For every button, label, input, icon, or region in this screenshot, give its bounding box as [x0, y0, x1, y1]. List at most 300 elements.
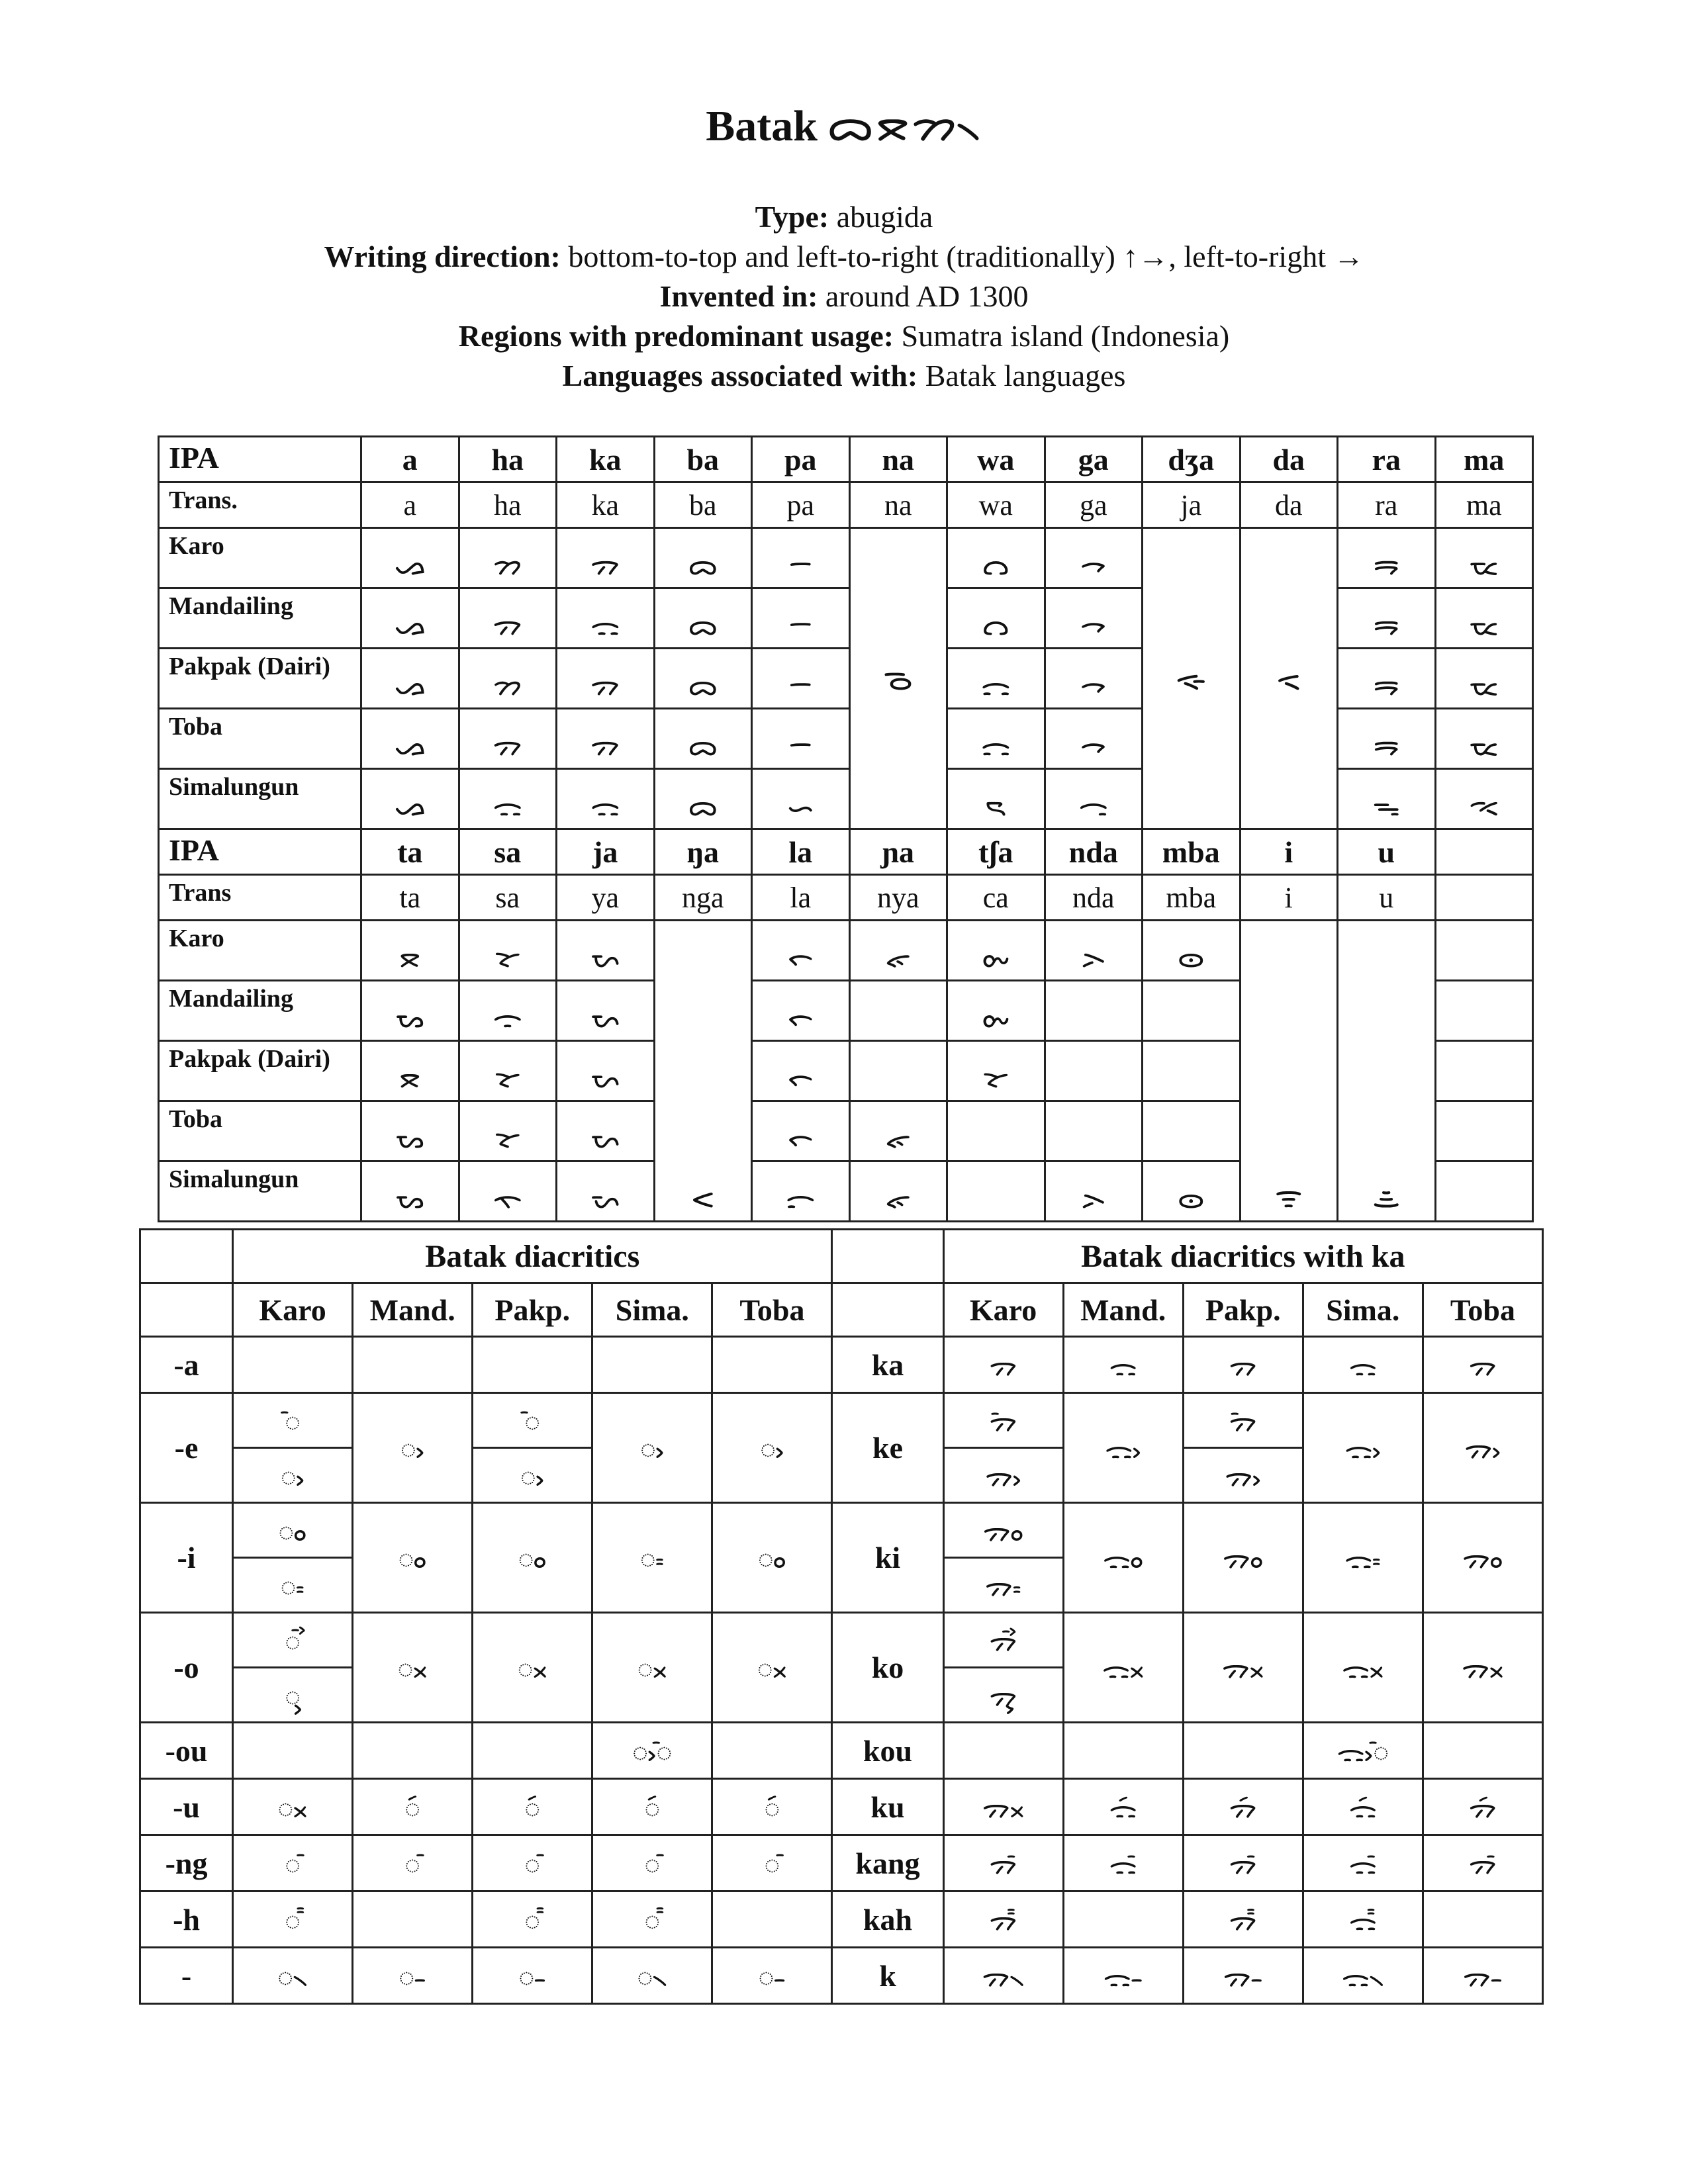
transliteration-cell: ca: [947, 875, 1045, 921]
column-header-row: [140, 1283, 1543, 1337]
diacritic-row: [140, 1613, 1543, 1668]
glyph-cell: ᯘ: [459, 921, 557, 981]
type-line: Type: abugida: [755, 200, 933, 234]
glyph-cell: ᯒ: [1338, 588, 1436, 649]
column-header: Karo: [943, 1283, 1063, 1337]
syllable-label: ku: [832, 1779, 943, 1835]
diacritic-glyph: ◌᯳: [712, 1948, 832, 2004]
variant-name: Simalungun: [159, 1161, 361, 1222]
column-header: Pakp.: [473, 1283, 592, 1337]
diacritic-glyph: [712, 1723, 832, 1779]
glyph-cell: ᯜ: [557, 1161, 655, 1222]
glyph-cell: [947, 1101, 1045, 1161]
glyph-cell: [1045, 981, 1143, 1041]
syllable-label: ko: [832, 1613, 943, 1723]
diacritics-table: [139, 1228, 1544, 2005]
glyph-cell: [947, 1161, 1045, 1222]
ka-glyph: ᯃ: [1063, 1337, 1183, 1393]
transliteration-row: [159, 875, 1533, 921]
diacritic-glyph: [353, 1337, 473, 1393]
diacritic-glyph: ◌ᯫ: [592, 1503, 712, 1613]
glyph-cell: ᯀ: [361, 528, 459, 588]
diacritic-glyph: ◌ᯧ: [473, 1448, 592, 1503]
variant-name: Simalungun: [159, 769, 361, 829]
diacritic-glyph: ◌ᯫ: [233, 1558, 353, 1613]
glyph-cell: [1143, 1101, 1241, 1161]
column-header: Mand.: [353, 1283, 473, 1337]
diacritics-ka-title: Batak diacritics with ka: [943, 1230, 1542, 1283]
glyph-cell: ᯅ: [654, 709, 752, 769]
glyph-cell: ᯃ: [557, 588, 655, 649]
ka-glyph: ᯄ᯲: [943, 1948, 1063, 2004]
diacritic-glyph: ◌ᯪ: [353, 1503, 473, 1613]
ka-glyph: ᯃᯧᯩ: [1303, 1723, 1423, 1779]
diacritic-glyph: [712, 1337, 832, 1393]
variant-name: Toba: [159, 1101, 361, 1161]
glyph-cell: ᯂ: [459, 528, 557, 588]
diacritic-row: [140, 1723, 1543, 1779]
transliteration-cell: nya: [849, 875, 947, 921]
glyph-cell: ᯘ: [947, 1041, 1045, 1101]
diacritic-row: [140, 1393, 1543, 1448]
variant-name: Pakpak (Dairi): [159, 1041, 361, 1101]
transliteration-cell: na: [849, 482, 947, 528]
column-header: Mand.: [1063, 1283, 1183, 1337]
ka-glyph: ᯄ᯳: [1183, 1948, 1303, 2004]
glyph-cell: ᯋ: [947, 528, 1045, 588]
transliteration-cell: wa: [947, 482, 1045, 528]
blank-cell: [832, 1230, 943, 1283]
ka-glyph: [943, 1723, 1063, 1779]
syllable-label: ki: [832, 1503, 943, 1613]
glyph-cell: ᯗ: [361, 981, 459, 1041]
ipa-cell: ɲa: [849, 829, 947, 875]
glyph-cell: ᯛ: [557, 981, 655, 1041]
diacritic-glyph: ◌᯲: [233, 1948, 353, 2004]
glyph-cell: ᯡ: [947, 981, 1045, 1041]
transliteration-row: [159, 482, 1533, 528]
glyph-cell: ᯅ: [654, 588, 752, 649]
glyph-cell: ᯔ: [1435, 709, 1533, 769]
column-header: Toba: [1423, 1283, 1542, 1337]
ka-glyph: ᯄᯬ: [943, 1779, 1063, 1835]
transliteration-cell: u: [1338, 875, 1436, 921]
ipa-cell: [1435, 829, 1533, 875]
ka-glyph: ᯄ: [1183, 1337, 1303, 1393]
glyph-cell: ᯠ: [849, 1101, 947, 1161]
transliteration-cell: ja: [1143, 482, 1241, 528]
glyph-cell: ᯄ: [459, 709, 557, 769]
glyph-cell: ᯔ: [1435, 528, 1533, 588]
syllable-label: ke: [832, 1393, 943, 1503]
glyph-cell: ᯟ: [752, 1161, 850, 1222]
ka-glyph: ᯃᯧ: [1063, 1393, 1183, 1503]
diacritic-glyph: ◌ᯧᯩ: [592, 1723, 712, 1779]
ka-glyph: ᯃᯯ: [1063, 1779, 1183, 1835]
glyph-cell: ᯘ: [459, 1101, 557, 1161]
diacritic-glyph: ◌ᯧ: [233, 1448, 353, 1503]
variant-row: [159, 921, 1533, 981]
transliteration-cell: nda: [1045, 875, 1143, 921]
vowel-label: -e: [140, 1393, 233, 1503]
glyph-cell: ᯀ: [361, 649, 459, 709]
direction-line: Writing direction: bottom-to-top and left-to-right (traditionally) ↑→, left-to-right →: [324, 240, 1364, 273]
diacritic-glyph: ◌ᯬ: [473, 1613, 592, 1723]
ipa-cell: nda: [1045, 829, 1143, 875]
ipa-cell: mba: [1143, 829, 1241, 875]
diacritic-glyph: [353, 1723, 473, 1779]
variant-name: Karo: [159, 528, 361, 588]
ka-glyph: ᯄ: [943, 1337, 1063, 1393]
diacritic-glyph: ◌᯳: [473, 1948, 592, 2004]
vowel-label: -ou: [140, 1723, 233, 1779]
glyph-cell: ᯘ: [459, 1041, 557, 1101]
diacritic-row: [140, 1891, 1543, 1948]
variant-name: Karo: [159, 921, 361, 981]
glyph-cell: ᯙ: [459, 981, 557, 1041]
ipa-cell: wa: [947, 437, 1045, 482]
ka-glyph: ᯄᯯ: [1423, 1779, 1542, 1835]
glyph-cell: ᯎ: [1045, 588, 1143, 649]
ka-glyph: [1063, 1891, 1183, 1948]
diacritic-glyph: ◌ᯰ: [353, 1835, 473, 1891]
glyph-cell: ᯀ: [361, 588, 459, 649]
diacritic-glyph: ◌ᯰ: [592, 1835, 712, 1891]
syllable-label: kah: [832, 1891, 943, 1948]
ipa-cell: ta: [361, 829, 459, 875]
ipa-cell: pa: [752, 437, 850, 482]
glyph-cell: ᯅ: [654, 528, 752, 588]
ka-glyph: ᯄᯬ: [1183, 1613, 1303, 1723]
glyph-cell: ᯇ: [752, 709, 850, 769]
diacritic-glyph: ◌ᯧ: [712, 1393, 832, 1503]
glyph-cell: ᯒ: [1338, 649, 1436, 709]
ipa-cell: ja: [557, 829, 655, 875]
glyph-cell: ᯤ: [1240, 921, 1338, 1222]
glyph-cell: ᯉ: [849, 528, 947, 829]
ka-glyph: ᯄᯪ: [1183, 1503, 1303, 1613]
variant-name: Pakpak (Dairi): [159, 649, 361, 709]
diacritic-glyph: ◌ᯩ: [233, 1393, 353, 1448]
glyph-cell: [1435, 981, 1533, 1041]
variant-name: Toba: [159, 709, 361, 769]
transliteration-cell: [1435, 875, 1533, 921]
glyph-cell: ᯀ: [361, 709, 459, 769]
diacritic-glyph: [712, 1891, 832, 1948]
ka-glyph: [1423, 1891, 1542, 1948]
glyph-cell: ᯏ: [1045, 769, 1143, 829]
glyph-cell: ᯔ: [1435, 588, 1533, 649]
ka-glyph: ᯄᯰ: [1423, 1835, 1542, 1891]
ipa-row: [159, 829, 1533, 875]
diacritic-glyph: ◌ᯯ: [592, 1779, 712, 1835]
syllable-label: k: [832, 1948, 943, 2004]
ka-glyph: ᯄᯧ: [1183, 1448, 1303, 1503]
diacritic-glyph: ◌ᯯ: [473, 1779, 592, 1835]
diacritic-glyph: ◌ᯪ: [233, 1503, 353, 1558]
row-label: IPA: [159, 437, 361, 482]
glyph-cell: ᯅ: [654, 769, 752, 829]
glyph-cell: ᯇ: [752, 649, 850, 709]
diacritic-glyph: ◌ᯱ: [592, 1891, 712, 1948]
languages-line: Languages associated with: Batak languages: [562, 359, 1126, 392]
diacritic-glyph: ◌ᯯ: [712, 1779, 832, 1835]
diacritic-glyph: ◌ᯰ: [473, 1835, 592, 1891]
ka-glyph: ᯃᯬ: [1063, 1613, 1183, 1723]
glyph-cell: ᯐ: [1143, 528, 1241, 829]
transliteration-cell: nga: [654, 875, 752, 921]
ipa-row: [159, 437, 1533, 482]
ka-glyph: ᯄᯪ: [943, 1503, 1063, 1558]
glyph-cell: ᯌ: [947, 709, 1045, 769]
ka-glyph: ᯃ᯳: [1063, 1948, 1183, 2004]
diacritic-glyph: ◌᯳: [353, 1948, 473, 2004]
ipa-cell: ba: [654, 437, 752, 482]
blank-cell: [140, 1283, 233, 1337]
glyph-cell: ᯄ: [557, 528, 655, 588]
transliteration-cell: la: [752, 875, 850, 921]
blank-cell: [140, 1230, 233, 1283]
vowel-label: -: [140, 1948, 233, 2004]
diacritic-glyph: ◌ᯮ: [233, 1668, 353, 1723]
column-header: Sima.: [1303, 1283, 1423, 1337]
title-text: Batak: [706, 102, 818, 150]
variant-name: Mandailing: [159, 981, 361, 1041]
glyph-cell: ᯓ: [1338, 769, 1436, 829]
ka-glyph: ᯄᯯ: [1183, 1779, 1303, 1835]
ipa-cell: ŋa: [654, 829, 752, 875]
transliteration-cell: ha: [459, 482, 557, 528]
transliteration-cell: ba: [654, 482, 752, 528]
glyph-cell: ᯌ: [947, 649, 1045, 709]
diacritic-glyph: [473, 1723, 592, 1779]
ka-glyph: ᯄᯪ: [1423, 1503, 1542, 1613]
transliteration-cell: ra: [1338, 482, 1436, 528]
transliteration-cell: ma: [1435, 482, 1533, 528]
variant-name: Mandailing: [159, 588, 361, 649]
column-header: Karo: [233, 1283, 353, 1337]
ka-glyph: ᯄᯰ: [1183, 1835, 1303, 1891]
transliteration-cell: mba: [1143, 875, 1241, 921]
diacritic-glyph: ◌ᯪ: [712, 1503, 832, 1613]
glyph-cell: ᯡ: [947, 921, 1045, 981]
vowel-label: -o: [140, 1613, 233, 1723]
glyph-cell: ᯛ: [557, 1101, 655, 1161]
ka-glyph: ᯄᯱ: [943, 1891, 1063, 1948]
glyph-cell: ᯎ: [1045, 649, 1143, 709]
ka-glyph: ᯃᯬ: [1303, 1613, 1423, 1723]
diacritics-title-row: [140, 1230, 1543, 1283]
glyph-cell: ᯕ: [1435, 769, 1533, 829]
ipa-cell: u: [1338, 829, 1436, 875]
glyph-cell: ᯥ: [1338, 921, 1436, 1222]
diacritic-row: [140, 1503, 1543, 1558]
glyph-cell: ᯃ: [557, 769, 655, 829]
ka-glyph: [1063, 1723, 1183, 1779]
ipa-cell: da: [1240, 437, 1338, 482]
ka-glyph: ᯄᯱ: [1183, 1891, 1303, 1948]
diacritic-glyph: [233, 1337, 353, 1393]
transliteration-cell: sa: [459, 875, 557, 921]
ipa-cell: ka: [557, 437, 655, 482]
ka-glyph: ᯄᯧ: [1423, 1393, 1542, 1503]
diacritic-glyph: ◌ᯬ: [712, 1613, 832, 1723]
transliteration-cell: pa: [752, 482, 850, 528]
diacritic-glyph: ◌᯲: [592, 1948, 712, 2004]
glyph-cell: ᯑ: [1240, 528, 1338, 829]
regions-line: Regions with predominant usage: Sumatra island (Indonesia): [458, 319, 1230, 353]
diacritic-row: [140, 1835, 1543, 1891]
glyph-cell: ᯈ: [752, 769, 850, 829]
title-script-sample: ᯅᯖᯂ᯲: [826, 100, 982, 151]
ka-glyph: ᯃᯱ: [1303, 1891, 1423, 1948]
ka-glyph: ᯃᯧ: [1303, 1393, 1423, 1503]
glyph-cell: ᯝ: [654, 921, 752, 1222]
ka-glyph: ᯄᯩ: [1183, 1393, 1303, 1448]
diacritic-glyph: ◌ᯯ: [353, 1779, 473, 1835]
glyph-cell: ᯎ: [1045, 709, 1143, 769]
glyph-cell: [1143, 981, 1241, 1041]
glyph-cell: [1435, 1101, 1533, 1161]
ka-glyph: [1423, 1723, 1542, 1779]
glyph-cell: ᯒ: [1338, 528, 1436, 588]
column-header: Toba: [712, 1283, 832, 1337]
diacritic-glyph: [592, 1337, 712, 1393]
vowel-label: -ng: [140, 1835, 233, 1891]
ipa-cell: ga: [1045, 437, 1143, 482]
row-label: IPA: [159, 829, 361, 875]
diacritic-glyph: ◌ᯰ: [712, 1835, 832, 1891]
diacritic-glyph: ◌ᯧ: [592, 1393, 712, 1503]
diacritic-glyph: ◌ᯪ: [473, 1503, 592, 1613]
column-header: Sima.: [592, 1283, 712, 1337]
syllable-label: kou: [832, 1723, 943, 1779]
glyph-cell: ᯛ: [557, 1041, 655, 1101]
ka-glyph: ᯄᯭ: [943, 1613, 1063, 1668]
glyph-cell: ᯔ: [1435, 649, 1533, 709]
diacritic-row: [140, 1779, 1543, 1835]
ka-glyph: [1183, 1723, 1303, 1779]
diacritics-title: Batak diacritics: [233, 1230, 832, 1283]
glyph-cell: ᯞ: [752, 1041, 850, 1101]
diacritic-glyph: [233, 1723, 353, 1779]
transliteration-cell: ka: [557, 482, 655, 528]
ipa-cell: ha: [459, 437, 557, 482]
glyph-cell: [1045, 1041, 1143, 1101]
ipa-cell: ma: [1435, 437, 1533, 482]
vowel-label: -i: [140, 1503, 233, 1613]
ka-glyph: ᯄᯫ: [943, 1558, 1063, 1613]
ipa-cell: tʃa: [947, 829, 1045, 875]
glyph-cell: ᯞ: [752, 921, 850, 981]
ipa-cell: la: [752, 829, 850, 875]
glyph-cell: ᯂ: [459, 649, 557, 709]
ka-glyph: ᯃᯰ: [1303, 1835, 1423, 1891]
ka-glyph: ᯃ: [1303, 1337, 1423, 1393]
transliteration-cell: a: [361, 482, 459, 528]
diacritic-glyph: [473, 1337, 592, 1393]
page-title: [0, 99, 1688, 152]
glyph-cell: [1435, 1161, 1533, 1222]
ka-glyph: ᯃᯯ: [1303, 1779, 1423, 1835]
transliteration-cell: ya: [557, 875, 655, 921]
diacritic-glyph: ◌ᯰ: [233, 1835, 353, 1891]
transliteration-cell: ga: [1045, 482, 1143, 528]
diacritic-glyph: ◌ᯩ: [473, 1393, 592, 1448]
glyph-cell: [849, 981, 947, 1041]
script-metadata: [0, 197, 1688, 396]
diacritic-glyph: ◌ᯬ: [592, 1613, 712, 1723]
diacritic-glyph: ◌ᯧ: [353, 1393, 473, 1503]
glyph-cell: ᯠ: [849, 921, 947, 981]
variant-row: [159, 528, 1533, 588]
row-label: Trans: [159, 875, 361, 921]
ka-glyph: ᯃᯫ: [1303, 1503, 1423, 1613]
glyph-cell: ᯎ: [1045, 528, 1143, 588]
glyph-cell: [1435, 1041, 1533, 1101]
ipa-cell: dʒa: [1143, 437, 1241, 482]
ipa-cell: sa: [459, 829, 557, 875]
ka-glyph: ᯄ᯳: [1423, 1948, 1542, 2004]
syllable-label: kang: [832, 1835, 943, 1891]
glyph-cell: ᯃ: [459, 769, 557, 829]
column-header: Pakp.: [1183, 1283, 1303, 1337]
diacritic-glyph: [353, 1891, 473, 1948]
vowel-label: -a: [140, 1337, 233, 1393]
diacritic-glyph: ◌ᯱ: [473, 1891, 592, 1948]
vowel-label: -h: [140, 1891, 233, 1948]
consonant-table: [158, 435, 1534, 1222]
row-label: Trans.: [159, 482, 361, 528]
invented-line: Invented in: around AD 1300: [659, 279, 1029, 313]
ipa-cell: ra: [1338, 437, 1436, 482]
diacritic-glyph: ◌ᯱ: [233, 1891, 353, 1948]
ka-glyph: ᯃᯪ: [1063, 1503, 1183, 1613]
glyph-cell: ᯣ: [1143, 921, 1241, 981]
glyph-cell: ᯀ: [361, 769, 459, 829]
glyph-cell: ᯇ: [752, 588, 850, 649]
glyph-cell: [1045, 1101, 1143, 1161]
glyph-cell: ᯢ: [1045, 921, 1143, 981]
glyph-cell: ᯋ: [947, 588, 1045, 649]
ipa-cell: a: [361, 437, 459, 482]
glyph-cell: ᯄ: [459, 588, 557, 649]
ka-glyph: ᯄᯰ: [943, 1835, 1063, 1891]
glyph-cell: ᯗ: [361, 1101, 459, 1161]
ipa-cell: na: [849, 437, 947, 482]
glyph-cell: ᯄ: [557, 649, 655, 709]
glyph-cell: ᯍ: [947, 769, 1045, 829]
glyph-cell: ᯚ: [459, 1161, 557, 1222]
syllable-label: ka: [832, 1337, 943, 1393]
glyph-cell: ᯗ: [361, 1161, 459, 1222]
ka-glyph: ᯃ᯲: [1303, 1948, 1423, 2004]
glyph-cell: ᯅ: [654, 649, 752, 709]
ka-glyph: ᯄᯮ: [943, 1668, 1063, 1723]
ka-glyph: ᯄ: [1423, 1337, 1542, 1393]
diacritic-row: [140, 1337, 1543, 1393]
glyph-cell: [1435, 921, 1533, 981]
transliteration-cell: i: [1240, 875, 1338, 921]
glyph-cell: [849, 1041, 947, 1101]
glyph-cell: [1143, 1041, 1241, 1101]
ipa-cell: i: [1240, 829, 1338, 875]
blank-cell: [832, 1283, 943, 1337]
glyph-cell: ᯖ: [361, 921, 459, 981]
vowel-label: -u: [140, 1779, 233, 1835]
ka-glyph: ᯃᯰ: [1063, 1835, 1183, 1891]
diacritic-glyph: ◌ᯬ: [353, 1613, 473, 1723]
